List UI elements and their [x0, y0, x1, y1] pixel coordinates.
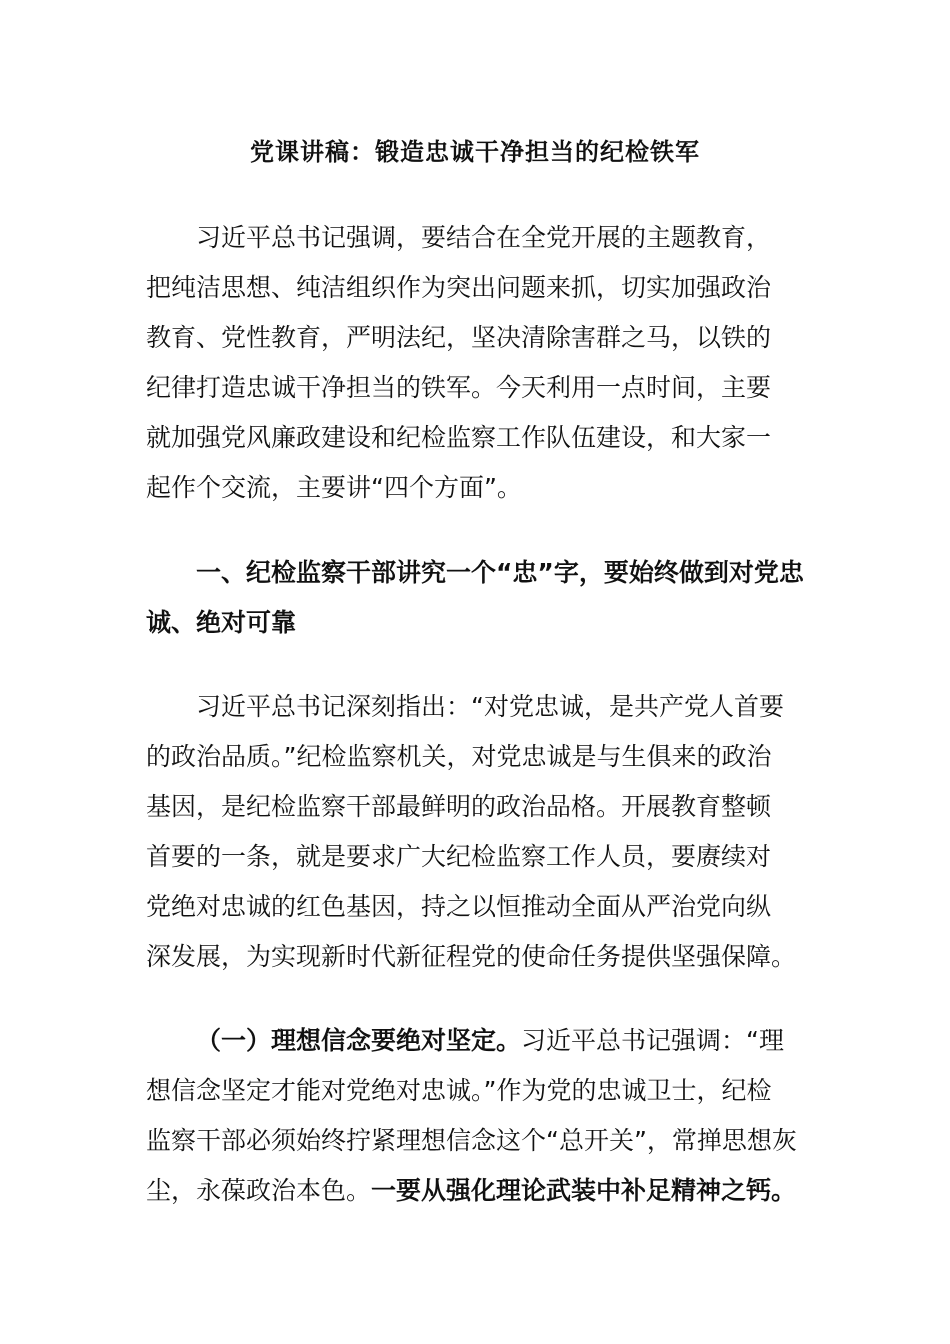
subsection-line: [146, 1016, 806, 1066]
intro-paragraph: [146, 213, 806, 513]
subsection-bold-point: 一要从强化理论武装中补足精神之钙。: [371, 1176, 797, 1205]
section-1-heading: [146, 548, 806, 648]
subsection-text: 习近平总书记强调：“理: [521, 1026, 784, 1055]
intro-line: 习近平总书记强调，要结合在全党开展的主题教育，: [196, 223, 772, 252]
subsection-heading: （一）理想信念要绝对坚定。: [196, 1026, 522, 1055]
section-heading-line: 一、纪检监察干部讲究一个“忠”字，要始终做到对党忠: [196, 558, 804, 587]
paragraph-line: 深发展，为实现新时代新征程党的使命任务提供坚强保障。: [146, 942, 797, 971]
document-title: 党课讲稿：锻造忠诚干净担当的纪检铁军: [250, 138, 700, 166]
section-1-paragraph: [146, 682, 806, 982]
paragraph-line: 习近平总书记深刻指出：“对党忠诚，是共产党人首要: [196, 692, 784, 721]
intro-line: 纪律打造忠诚干净担当的铁军。今天利用一点时间，主要: [146, 373, 772, 402]
subsection-line: [146, 1166, 806, 1216]
intro-line: 起作个交流，主要讲“四个方面”。: [146, 473, 522, 502]
paragraph-line: 的政治品质。”纪检监察机关，对党忠诚是与生俱来的政治: [146, 742, 772, 771]
subsection-line: 想信念坚定才能对党绝对忠诚。”作为党的忠诚卫士，纪检: [146, 1076, 772, 1105]
paragraph-line: 基因，是纪检监察干部最鲜明的政治品格。开展教育整顿: [146, 792, 772, 821]
paragraph-line: 党绝对忠诚的红色基因，持之以恒推动全面从严治党向纵: [146, 892, 772, 921]
subsection-1-paragraph: [146, 1016, 806, 1216]
intro-line: 就加强党风廉政建设和纪检监察工作队伍建设，和大家一: [146, 423, 772, 452]
subsection-text: 尘，永葆政治本色。: [146, 1176, 372, 1205]
intro-line: 教育、党性教育，严明法纪，坚决清除害群之马，以铁的: [146, 323, 772, 352]
subsection-line: 监察干部必须始终拧紧理想信念这个“总开关”，常掸思想灰: [146, 1126, 797, 1155]
intro-line: 把纯洁思想、纯洁组织作为突出问题来抓，切实加强政治: [146, 273, 772, 302]
section-heading-line: 诚、绝对可靠: [146, 608, 297, 637]
paragraph-line: 首要的一条，就是要求广大纪检监察工作人员，要赓续对: [146, 842, 772, 871]
